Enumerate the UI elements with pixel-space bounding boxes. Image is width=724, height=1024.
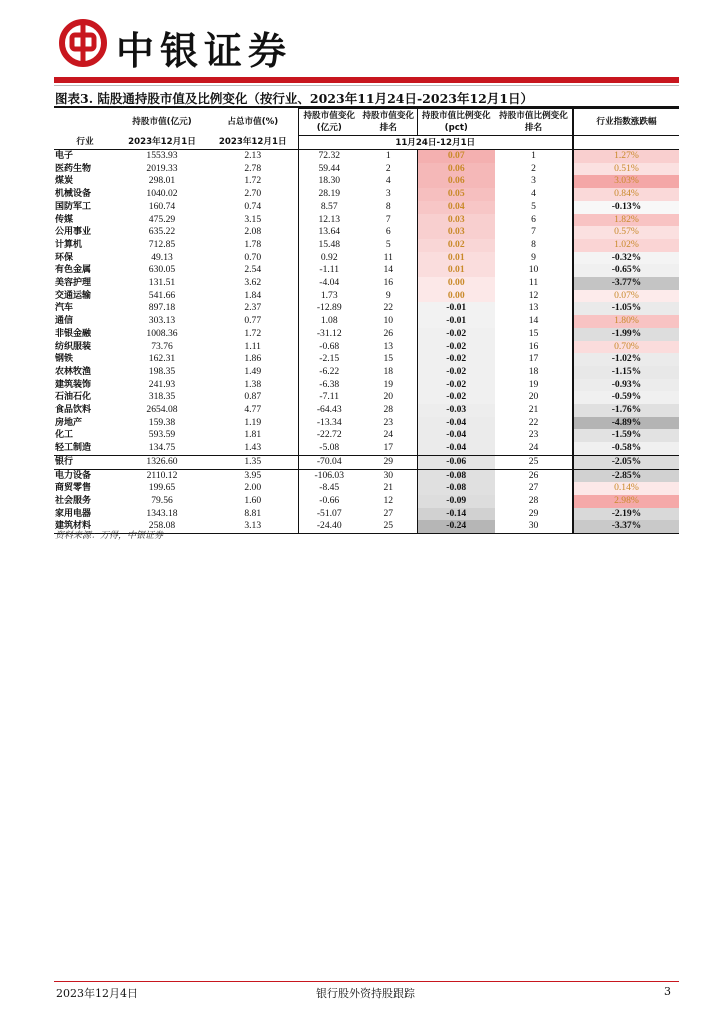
value-change-rank: 7 [385, 213, 391, 225]
ratio-change: -0.09 [417, 495, 495, 508]
holding-value: 199.65 [148, 482, 176, 494]
value-change: 59.44 [298, 163, 360, 176]
value-change: -0.68 [298, 341, 360, 354]
share-pct: 1.72 [244, 175, 262, 187]
industry-name: 煤炭 [55, 176, 74, 187]
value-change-rank: 21 [383, 482, 394, 494]
ratio-change: -0.02 [417, 391, 495, 404]
share-pct: 1.72 [244, 327, 262, 339]
share-pct: 0.77 [244, 315, 262, 327]
col-head-index-change: 行业指数涨跌幅 [573, 109, 679, 136]
ratio-change-rank: 18 [528, 365, 539, 377]
index-change: 0.84% [573, 188, 679, 201]
source-note: 资料来源：万得，中银证券 [55, 531, 164, 541]
value-change: -0.66 [298, 495, 360, 508]
figure-caption: 图表3. 陆股通持股市值及比例变化（按行业、2023年11月24日-2023年12月1日） [55, 91, 534, 106]
share-pct: 1.38 [244, 378, 262, 390]
value-change: 15.48 [298, 239, 360, 252]
brand-name: 中银证券 [116, 28, 293, 73]
holding-value: 712.85 [148, 238, 176, 250]
value-change: -6.22 [298, 366, 360, 379]
share-pct: 2.00 [244, 482, 262, 494]
value-change-rank: 27 [383, 507, 394, 519]
value-change-rank: 8 [385, 200, 391, 212]
ratio-change-rank: 6 [531, 213, 536, 225]
industry-name: 农林牧渔 [55, 366, 92, 377]
holding-value: 1040.02 [146, 188, 178, 200]
value-change: -51.07 [298, 508, 360, 521]
ratio-change-rank: 2 [531, 162, 536, 174]
subhead-date-2: 2023年12月1日 [208, 136, 298, 150]
industry-name: 食品饮料 [55, 405, 92, 416]
value-change: 28.19 [298, 188, 360, 201]
index-change: -0.93% [573, 379, 679, 392]
holding-value: 2110.12 [146, 469, 178, 481]
ratio-change: -0.08 [417, 469, 495, 482]
value-change-rank: 12 [383, 494, 394, 506]
subhead-blank [573, 136, 679, 150]
table-row [54, 328, 679, 341]
table-row [54, 353, 679, 366]
value-change-rank: 20 [383, 391, 394, 403]
index-change: 0.14% [573, 482, 679, 495]
industry-name: 环保 [55, 252, 74, 263]
holding-value: 1008.36 [146, 327, 178, 339]
value-change-rank: 3 [385, 188, 391, 200]
ratio-change-rank: 19 [528, 378, 539, 390]
bank-of-china-logo [58, 18, 108, 68]
industry-name: 电子 [55, 151, 74, 161]
value-change: -4.04 [298, 277, 360, 290]
index-change: -0.58% [573, 442, 679, 455]
ratio-change-rank: 3 [531, 175, 536, 187]
ratio-change: -0.14 [417, 508, 495, 521]
table-row [54, 417, 679, 430]
share-pct: 1.11 [244, 340, 261, 352]
share-pct: 3.13 [208, 520, 298, 533]
holding-value: 79.56 [151, 494, 173, 506]
ratio-change: -0.01 [417, 302, 495, 315]
table-row [54, 163, 679, 176]
ratio-change-rank: 22 [528, 416, 539, 428]
col-head-ratio-change-rank: 持股市值比例变化排名 [495, 109, 573, 136]
value-change: 72.32 [298, 150, 360, 163]
ratio-change-rank: 21 [528, 404, 539, 416]
holding-value: 1553.93 [146, 150, 178, 161]
value-change-rank: 9 [385, 289, 391, 301]
ratio-change: -0.04 [417, 429, 495, 442]
ratio-change-rank: 10 [528, 264, 539, 276]
value-change: 12.13 [298, 214, 360, 227]
ratio-change: -0.04 [417, 417, 495, 430]
value-change-rank: 28 [383, 404, 394, 416]
holding-value: 160.74 [148, 200, 176, 212]
index-change: 2.98% [573, 495, 679, 508]
holding-value: 303.13 [148, 315, 176, 327]
col-head-share-pct: 占总市值(%) [227, 117, 279, 127]
share-pct: 1.35 [208, 455, 298, 469]
holding-value: 1343.18 [146, 507, 178, 519]
value-change: -13.34 [298, 417, 360, 430]
page-number: 3 [664, 985, 671, 998]
share-pct: 1.49 [244, 365, 262, 377]
holding-value: 131.51 [148, 277, 176, 289]
industry-name: 社会服务 [55, 495, 92, 506]
holding-value: 475.29 [148, 213, 176, 225]
ratio-change-rank: 26 [528, 469, 539, 481]
value-change-rank: 15 [383, 353, 394, 365]
share-pct: 1.78 [244, 238, 262, 250]
industry-name: 电力设备 [55, 470, 92, 481]
value-change: -12.89 [298, 302, 360, 315]
share-pct: 1.60 [244, 494, 262, 506]
ratio-change: -0.02 [417, 353, 495, 366]
value-change: -22.72 [298, 429, 360, 442]
ratio-change: -0.04 [417, 442, 495, 455]
share-pct: 0.70 [244, 251, 262, 263]
value-change: 0.92 [298, 252, 360, 265]
holding-value: 298.01 [148, 175, 176, 187]
table-row [54, 188, 679, 201]
ratio-change-rank: 20 [528, 391, 539, 403]
value-change-rank: 17 [383, 442, 394, 454]
index-change: 1.27% [573, 150, 679, 163]
table-body [54, 150, 679, 534]
table-row [54, 290, 679, 303]
industry-name: 纺织服装 [55, 341, 92, 352]
ratio-change: -0.02 [417, 328, 495, 341]
industry-name: 商贸零售 [55, 483, 92, 494]
value-change: -2.15 [298, 353, 360, 366]
industry-name: 石油石化 [55, 392, 92, 403]
ratio-change: 0.03 [417, 214, 495, 227]
value-change-rank: 25 [360, 520, 417, 533]
index-change: -0.65% [573, 264, 679, 277]
ratio-change: -0.02 [417, 379, 495, 392]
index-change: -3.37% [573, 520, 679, 533]
footer-date: 2023年12月4日 [56, 987, 138, 1000]
ratio-change: -0.24 [417, 520, 495, 533]
index-change: 1.82% [573, 214, 679, 227]
holding-value: 2654.08 [146, 404, 178, 416]
ratio-change-rank: 30 [495, 520, 573, 533]
value-change-rank: 23 [383, 416, 394, 428]
share-pct: 3.95 [244, 469, 262, 481]
share-pct: 4.77 [244, 404, 262, 416]
holding-value: 134.75 [148, 442, 176, 454]
col-head-holding-value: 持股市值(亿元) [132, 117, 192, 127]
industry-name: 机械设备 [55, 189, 92, 200]
ratio-change: -0.01 [417, 315, 495, 328]
industry-name: 计算机 [55, 239, 83, 250]
holding-value: 318.35 [148, 391, 176, 403]
col-head-value-change: 持股市值变化(亿元) [298, 109, 360, 136]
subheader-row [54, 136, 679, 150]
ratio-change-rank: 9 [531, 251, 536, 263]
holding-value: 1326.60 [116, 455, 208, 469]
industry-name: 轻工制造 [55, 443, 92, 454]
col-head-ratio-change: 持股市值比例变化(pct) [417, 109, 495, 136]
index-change: -1.02% [573, 353, 679, 366]
ratio-change-rank: 27 [528, 482, 539, 494]
industry-name: 交通运输 [55, 290, 92, 301]
table-row [54, 469, 679, 482]
value-change: 1.73 [298, 290, 360, 303]
ratio-change: -0.02 [417, 366, 495, 379]
value-change-rank: 4 [385, 175, 391, 187]
value-change: -64.43 [298, 404, 360, 417]
value-change: 8.57 [298, 201, 360, 214]
share-pct: 0.74 [244, 200, 262, 212]
subhead-industry: 行业 [54, 136, 116, 150]
value-change: -7.11 [298, 391, 360, 404]
value-change-rank: 5 [385, 238, 391, 250]
holding-value: 593.59 [148, 429, 176, 441]
value-change-rank: 16 [383, 277, 394, 289]
index-change: -1.15% [573, 366, 679, 379]
header-row [54, 109, 679, 136]
ratio-change: 0.06 [417, 163, 495, 176]
header-grey-rule [54, 85, 679, 86]
industry-name: 银行 [54, 455, 116, 469]
holding-value: 162.31 [148, 353, 176, 365]
index-change: -1.59% [573, 429, 679, 442]
share-pct: 3.62 [244, 277, 262, 289]
industry-name: 钢铁 [55, 354, 74, 365]
ratio-change: -0.03 [417, 404, 495, 417]
index-change: -0.59% [573, 391, 679, 404]
ratio-change-rank: 28 [528, 494, 539, 506]
holding-value: 241.93 [148, 378, 176, 390]
index-change: -1.76% [573, 404, 679, 417]
industry-name: 房地产 [55, 417, 83, 428]
share-pct: 2.08 [244, 226, 262, 238]
share-pct: 2.70 [244, 188, 262, 200]
value-change: 1.08 [298, 315, 360, 328]
table-row [54, 442, 679, 455]
table-row [54, 302, 679, 315]
industry-name: 建筑材料 [54, 520, 116, 533]
industry-name: 医药生物 [55, 163, 92, 174]
share-pct: 1.86 [244, 353, 262, 365]
holding-value: 541.66 [148, 289, 176, 301]
holding-value: 897.18 [148, 302, 176, 314]
ratio-change-rank: 13 [528, 302, 539, 314]
value-change-rank: 13 [383, 340, 394, 352]
holding-value: 630.05 [148, 264, 176, 276]
index-change: -1.99% [573, 328, 679, 341]
ratio-change-rank: 1 [531, 150, 536, 161]
value-change-rank: 24 [383, 429, 394, 441]
ratio-change: 0.02 [417, 239, 495, 252]
index-change: -1.05% [573, 302, 679, 315]
header-red-rule [54, 77, 679, 83]
ratio-change-rank: 7 [531, 226, 536, 238]
ratio-change: 0.05 [417, 188, 495, 201]
share-pct: 8.81 [244, 507, 262, 519]
value-change-rank: 26 [383, 327, 394, 339]
table-row [54, 277, 679, 290]
index-change: 1.80% [573, 315, 679, 328]
value-change-rank: 19 [383, 378, 394, 390]
share-pct: 1.84 [244, 289, 262, 301]
ratio-change: -0.02 [417, 341, 495, 354]
footer-rule [54, 981, 679, 982]
value-change-rank: 18 [383, 365, 394, 377]
share-pct: 1.19 [244, 416, 262, 428]
holding-value: 635.22 [148, 226, 176, 238]
value-change: 18.30 [298, 175, 360, 188]
table-row [54, 482, 679, 495]
table-row [54, 404, 679, 417]
corner-cell [54, 109, 116, 136]
ratio-change-rank: 23 [528, 429, 539, 441]
ratio-change: 0.07 [417, 150, 495, 163]
value-change: -6.38 [298, 379, 360, 392]
index-change: 3.03% [573, 175, 679, 188]
value-change: -31.12 [298, 328, 360, 341]
table-row [54, 175, 679, 188]
industry-name: 非银金融 [55, 328, 92, 339]
holding-value: 198.35 [148, 365, 176, 377]
ratio-change-rank: 15 [528, 327, 539, 339]
ratio-change-rank: 17 [528, 353, 539, 365]
holding-value: 258.08 [116, 520, 208, 533]
industry-name: 美容护理 [55, 278, 92, 289]
industry-name: 国防军工 [55, 201, 92, 212]
industry-name: 传媒 [55, 214, 74, 225]
ratio-change-rank: 11 [528, 277, 539, 289]
ratio-change-rank: 25 [495, 455, 573, 469]
index-change: -2.19% [573, 508, 679, 521]
value-change-rank: 14 [383, 264, 394, 276]
footer-report-title: 银行股外资持股跟踪 [316, 987, 415, 1000]
industry-name: 汽车 [55, 303, 74, 314]
ratio-change: 0.00 [417, 290, 495, 303]
ratio-change-rank: 4 [531, 188, 536, 200]
value-change: -5.08 [298, 442, 360, 455]
value-change: 13.64 [298, 226, 360, 239]
table-row [54, 366, 679, 379]
table-row [54, 239, 679, 252]
holding-value: 49.13 [151, 251, 173, 263]
index-change: 0.07% [573, 290, 679, 303]
ratio-change: -0.06 [417, 455, 495, 469]
ratio-change: 0.01 [417, 252, 495, 265]
col-head-value-change-rank: 持股市值变化排名 [360, 109, 417, 136]
value-change: -70.04 [298, 455, 360, 469]
subhead-date-1: 2023年12月1日 [116, 136, 208, 150]
ratio-change-rank: 29 [528, 507, 539, 519]
value-change: -8.45 [298, 482, 360, 495]
ratio-change-rank: 24 [528, 442, 539, 454]
table-row [54, 315, 679, 328]
table-row [54, 201, 679, 214]
ratio-change-rank: 5 [531, 200, 536, 212]
value-change-rank: 6 [385, 226, 391, 238]
index-change: -4.89% [573, 417, 679, 430]
holding-value: 2019.33 [146, 162, 178, 174]
value-change-rank: 29 [360, 455, 417, 469]
industry-name: 建筑装饰 [55, 379, 92, 390]
holding-value: 73.76 [151, 340, 173, 352]
ratio-change-rank: 8 [531, 238, 536, 250]
table-row [54, 226, 679, 239]
table-row [54, 379, 679, 392]
share-pct: 0.87 [244, 391, 262, 403]
index-change: -0.32% [573, 252, 679, 265]
share-pct: 1.81 [244, 429, 262, 441]
table-row [54, 391, 679, 404]
value-change-rank: 11 [383, 251, 393, 263]
index-change: 0.57% [573, 226, 679, 239]
value-change: -24.40 [298, 520, 360, 533]
index-change: -0.13% [573, 201, 679, 214]
table-row [54, 508, 679, 521]
industry-name: 通信 [55, 316, 74, 327]
industry-name: 家用电器 [55, 508, 92, 519]
index-change: 0.51% [573, 163, 679, 176]
value-change: -106.03 [298, 469, 360, 482]
index-change: -2.85% [573, 469, 679, 482]
table-row [54, 495, 679, 508]
ratio-change-rank: 12 [528, 289, 539, 301]
table-row [54, 214, 679, 227]
index-change: -2.05% [573, 455, 679, 469]
value-change: -1.11 [298, 264, 360, 277]
index-change: 0.70% [573, 341, 679, 354]
value-change-rank: 30 [383, 469, 394, 481]
share-pct: 2.78 [244, 162, 262, 174]
value-change-rank: 1 [385, 150, 391, 161]
ratio-change: 0.00 [417, 277, 495, 290]
table-row [54, 429, 679, 442]
ratio-change: 0.01 [417, 264, 495, 277]
table-row [54, 252, 679, 265]
ratio-change: 0.03 [417, 226, 495, 239]
industry-name: 有色金属 [55, 265, 92, 276]
industry-name: 公用事业 [55, 227, 92, 238]
table-row [54, 264, 679, 277]
index-change: 1.02% [573, 239, 679, 252]
ratio-change-rank: 14 [528, 315, 539, 327]
table-row [54, 455, 679, 469]
value-change-rank: 22 [383, 302, 394, 314]
holding-value: 159.38 [148, 416, 176, 428]
share-pct: 2.13 [244, 150, 262, 161]
share-pct: 3.15 [244, 213, 262, 225]
value-change-rank: 2 [385, 162, 391, 174]
value-change-rank: 10 [383, 315, 394, 327]
ratio-change: -0.08 [417, 482, 495, 495]
holdings-table-container [54, 108, 679, 534]
share-pct: 2.54 [244, 264, 262, 276]
ratio-change: 0.04 [417, 201, 495, 214]
ratio-change-rank: 16 [528, 340, 539, 352]
share-pct: 1.43 [244, 442, 262, 454]
table-row [54, 150, 679, 163]
subhead-period: 11月24日-12月1日 [298, 136, 573, 150]
share-pct: 2.37 [244, 302, 262, 314]
holdings-table [54, 108, 679, 534]
industry-name: 化工 [55, 430, 74, 441]
index-change: -3.77% [573, 277, 679, 290]
table-row [54, 341, 679, 354]
ratio-change: 0.06 [417, 175, 495, 188]
